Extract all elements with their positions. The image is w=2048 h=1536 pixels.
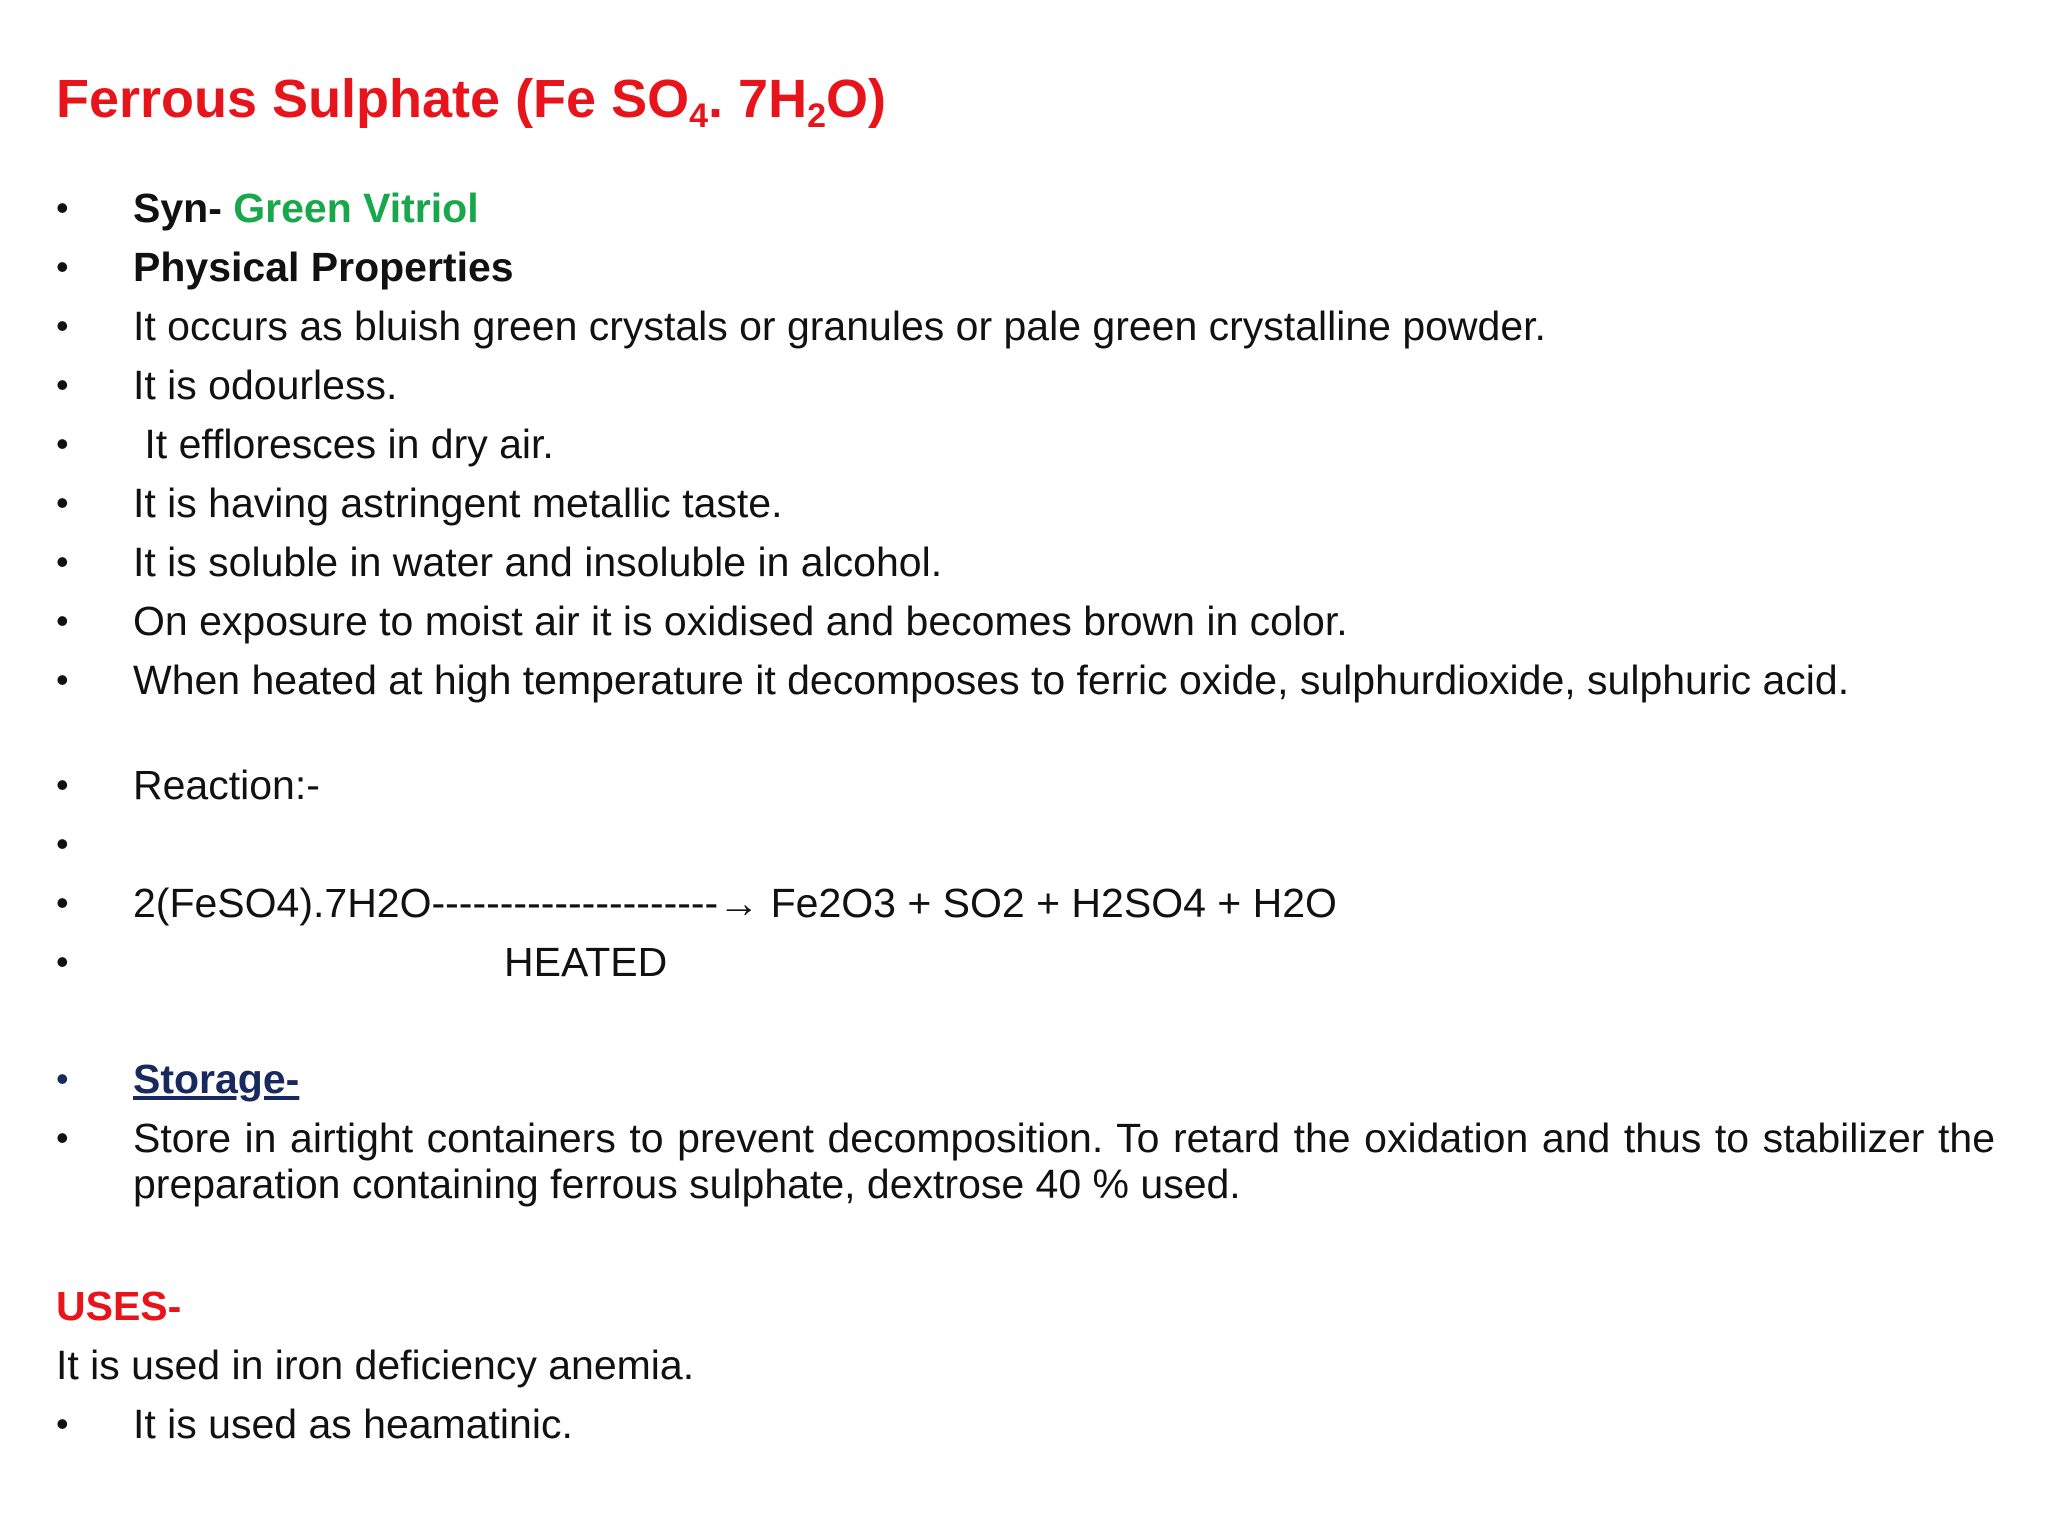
list-item [56, 598, 2002, 644]
bullet: • [56, 941, 69, 982]
storage-text: Store in airtight containers to prevent decomposition. To retard the oxidation and thus to stabilizer the preparation containing ferrous sulphate, dextrose 40 % used. [133, 1115, 1995, 1207]
title-subscript-4: 4 [689, 97, 709, 135]
list-item [56, 657, 2002, 749]
title-prefix: Ferrous Sulphate (Fe SO [56, 69, 690, 129]
reaction-equation: 2(FeSO4).7H2O---------------------→ Fe2O3 + SO2 + H2SO4 + H2O [133, 880, 1337, 926]
list-item-use [56, 1401, 2002, 1447]
bullet: • [56, 541, 69, 582]
list-item-condition [56, 939, 2002, 985]
reaction-label: Reaction:- [133, 762, 320, 808]
bullet: • [56, 764, 69, 805]
list-item-storage-text [56, 1115, 2002, 1207]
bullet: • [56, 305, 69, 346]
list-item [56, 421, 2002, 467]
list-item-physical-heading [56, 244, 2002, 290]
bullet: • [56, 1403, 69, 1444]
list-item-synonym [56, 185, 2002, 231]
title-mid: . 7H [708, 69, 808, 129]
bullet: • [56, 882, 69, 923]
list-item-reaction [56, 762, 2002, 808]
property-text: When heated at high temperature it decomposes to ferric oxide, sulphurdioxide, sulphuric acid. [133, 657, 1850, 703]
list-item [56, 539, 2002, 585]
physical-properties-heading: Physical Properties [133, 244, 514, 290]
use-text: It is used as heamatinic. [133, 1401, 573, 1447]
synonym-label: Syn- [133, 185, 222, 231]
bullet: • [56, 1058, 69, 1099]
property-text: On exposure to moist air it is oxidised and becomes brown in color. [133, 598, 1348, 644]
bullet: • [56, 187, 69, 228]
bullet: • [56, 600, 69, 641]
property-text: It is soluble in water and insoluble in alcohol. [133, 539, 943, 585]
reaction-condition: HEATED [504, 939, 668, 985]
synonym-value: Green Vitriol [233, 185, 479, 231]
bullet: • [56, 423, 69, 464]
bullet: • [56, 823, 69, 864]
uses-heading: USES- [56, 1283, 182, 1329]
bullet: • [56, 482, 69, 523]
list-item [56, 362, 2002, 408]
list-item-empty [56, 821, 2002, 867]
title-subscript-2: 2 [807, 97, 826, 135]
list-item [56, 480, 2002, 526]
bullet: • [56, 1117, 69, 1158]
title-suffix: O) [826, 69, 886, 129]
list-item-equation [56, 880, 2002, 926]
list-item [56, 303, 2002, 349]
uses-intro: It is used in iron deficiency anemia. [56, 1342, 695, 1388]
property-text: It is having astringent metallic taste. [133, 480, 783, 526]
bullet: • [56, 659, 69, 700]
bullet: • [56, 246, 69, 287]
property-text: It occurs as bluish green crystals or granules or pale green crystalline powder. [133, 303, 1546, 349]
property-text: It is odourless. [133, 362, 398, 408]
bullet: • [56, 364, 69, 405]
storage-heading: Storage- [133, 1056, 300, 1102]
list-item-storage-heading [56, 1056, 2002, 1102]
page-title [56, 69, 886, 135]
property-text: It effloresces in dry air. [133, 421, 554, 467]
